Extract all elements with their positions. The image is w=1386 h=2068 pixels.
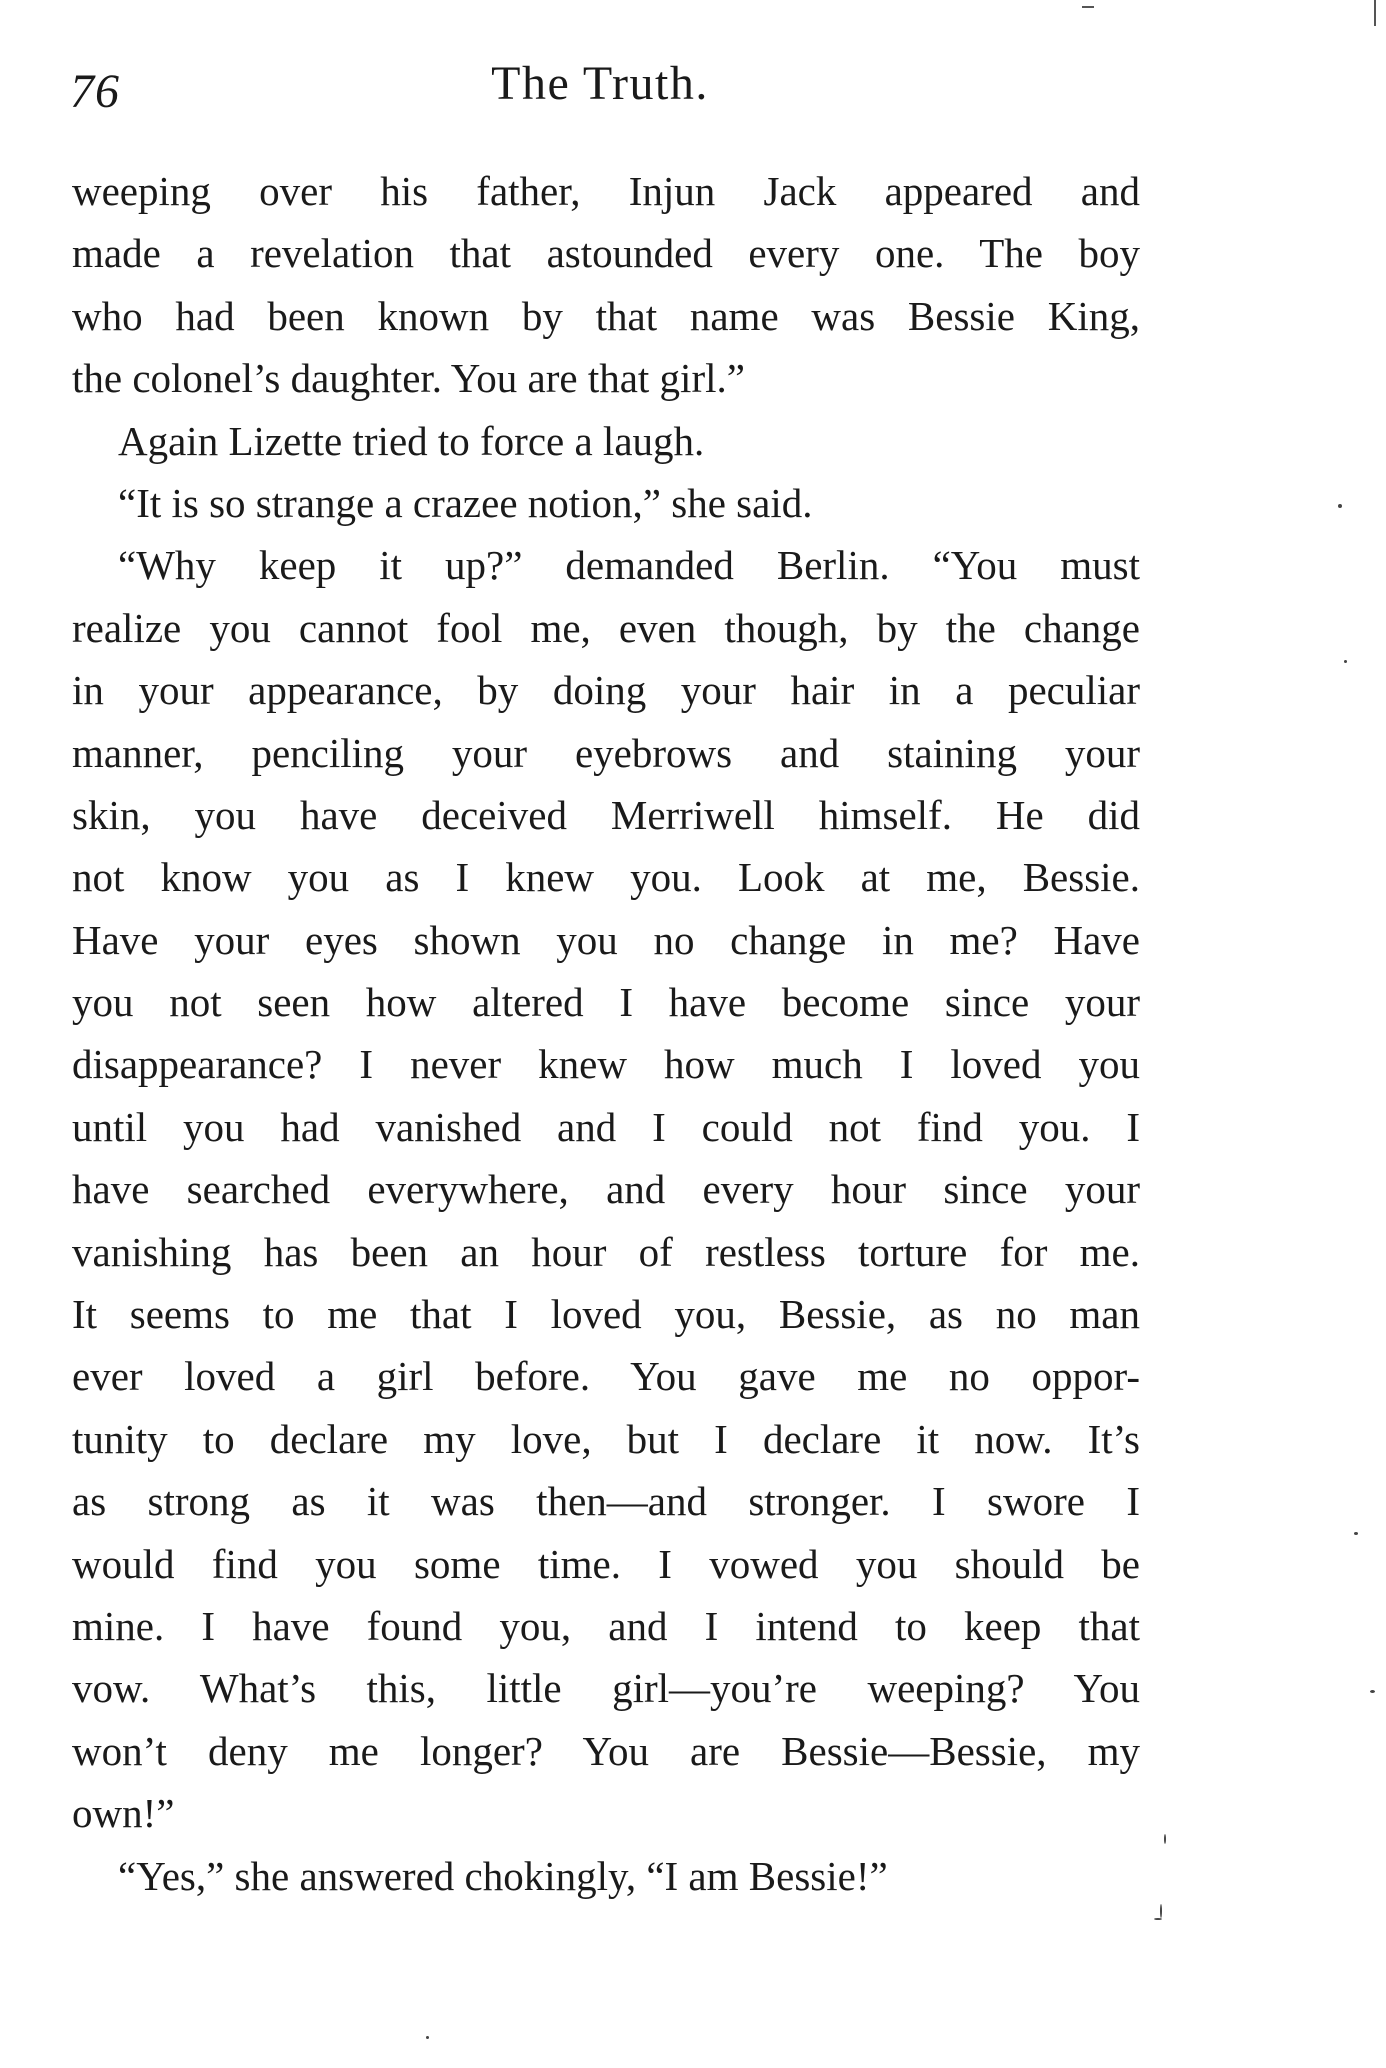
text-line: made a revelation that astounded every one. The boy (72, 230, 1140, 277)
text-line: disappearance? I never knew how much I loved you (72, 1041, 1140, 1088)
text-line: realize you cannot fool me, even though, by the change (72, 604, 1140, 651)
scan-speck (1154, 1918, 1162, 1920)
text-line: mine. I have found you, and I intend to keep that (72, 1602, 1140, 1649)
text-line: Have your eyes shown you no change in me? Have (72, 916, 1140, 963)
text-line: “It is so strange a crazee notion,” she said. (118, 479, 813, 526)
text-line: Again Lizette tried to force a laugh. (118, 417, 705, 464)
scan-speck (1160, 1904, 1162, 1918)
text-line: It seems to me that I loved you, Bessie, as no man (72, 1291, 1140, 1338)
text-line: not know you as I knew you. Look at me, Bessie. (72, 854, 1140, 901)
text-line: “Yes,” she answered chokingly, “I am Bessie!” (118, 1852, 888, 1899)
text-line: who had been known by that name was Bessie King, (72, 292, 1140, 339)
running-head: The Truth. (491, 57, 709, 110)
text-line: vow. What’s this, little girl—you’re weeping? You (72, 1665, 1140, 1712)
scan-speck (1338, 504, 1342, 508)
scan-speck (1344, 660, 1347, 663)
text-line: ever loved a girl before. You gave me no oppor- (72, 1353, 1140, 1400)
text-line: you not seen how altered I have become since your (72, 979, 1140, 1026)
scan-edge-mark (1082, 6, 1094, 8)
text-line: tunity to declare my love, but I declare it now. It’s (72, 1415, 1140, 1462)
page-number: 76 (70, 65, 120, 118)
scan-speck (1370, 1690, 1375, 1693)
text-line: won’t deny me longer? You are Bessie—Bessie, my (72, 1727, 1140, 1774)
scan-speck (1164, 1834, 1166, 1844)
text-line: “Why keep it up?” demanded Berlin. “You must (118, 542, 1140, 589)
text-line: the colonel’s daughter. You are that girl.” (72, 355, 745, 402)
text-line: in your appearance, by doing your hair in a peculiar (72, 667, 1140, 714)
body-text (72, 160, 1140, 1907)
scan-speck (426, 2036, 429, 2039)
text-line: own!” (72, 1790, 175, 1837)
text-line: have searched everywhere, and every hour since your (72, 1166, 1140, 1213)
text-line: vanishing has been an hour of restless torture for me. (72, 1228, 1140, 1275)
text-line: would find you some time. I vowed you should be (72, 1540, 1140, 1587)
text-line: until you had vanished and I could not find you. I (72, 1103, 1140, 1150)
text-line: as strong as it was then—and stronger. I swore I (72, 1478, 1140, 1525)
scan-speck (1354, 1532, 1358, 1535)
text-line: manner, penciling your eyebrows and staining your (72, 729, 1140, 776)
text-line: skin, you have deceived Merriwell himself. He did (72, 791, 1140, 838)
page-header (70, 56, 1130, 126)
text-line: weeping over his father, Injun Jack appeared and (72, 168, 1140, 214)
scan-edge-mark (1374, 0, 1376, 26)
